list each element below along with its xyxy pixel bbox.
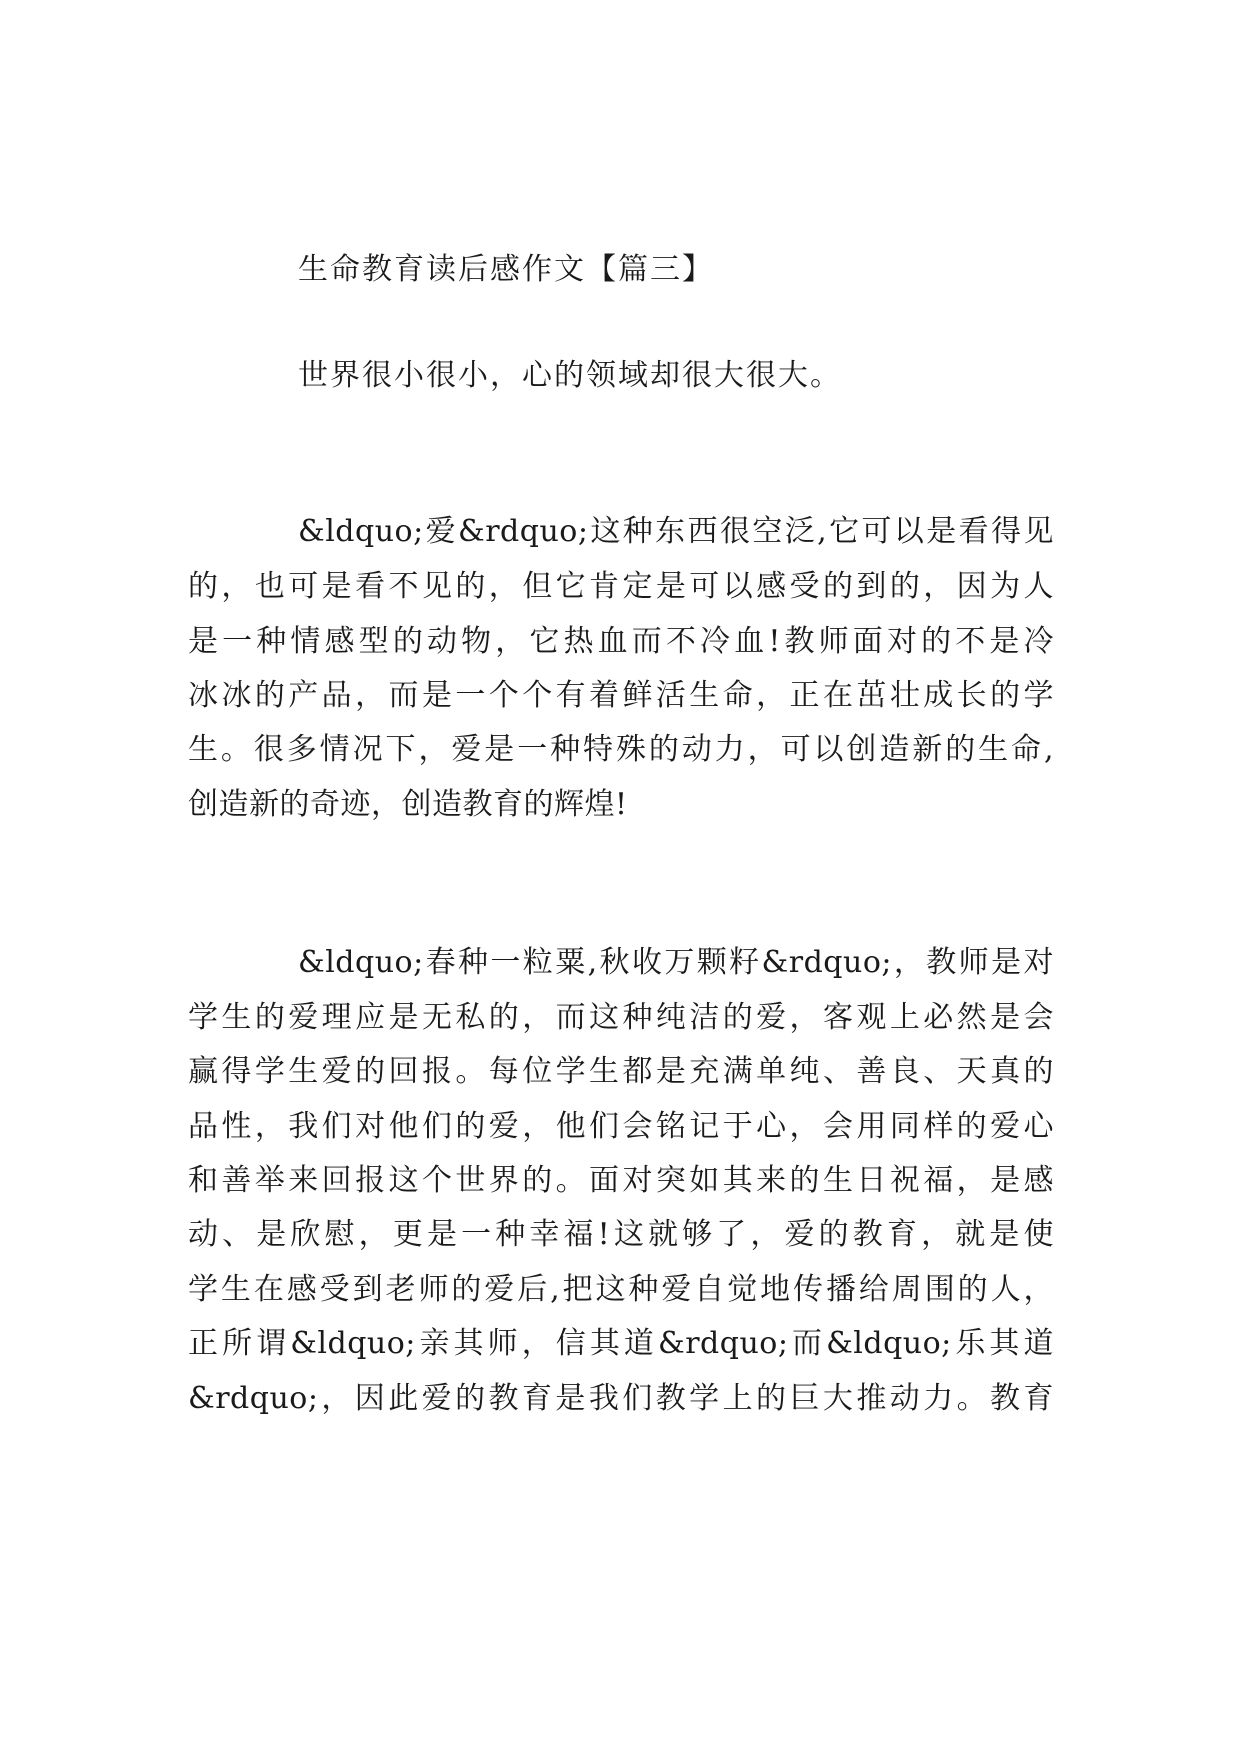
paragraph-line: 的，也可是看不见的，但它肯定是可以感受的到的，因为人 — [188, 569, 1054, 604]
paragraph-line: 正所谓&ldquo;亲其师，信其道&rdquo;而&ldquo;乐其道 — [188, 1326, 1054, 1361]
paragraph-line: 学生在感受到老师的爱后,把这种爱自觉地传播给周围的人， — [188, 1272, 1054, 1307]
paragraph-line: 学生的爱理应是无私的，而这种纯洁的爱，客观上必然是会 — [188, 1000, 1054, 1035]
paragraph-line: 创造新的奇迹，创造教育的辉煌! — [188, 787, 628, 822]
paragraph-line: 是一种情感型的动物，它热血而不冷血!教师面对的不是冷 — [188, 624, 1054, 659]
paragraph-line: 和善举来回报这个世界的。面对突如其来的生日祝福，是感 — [188, 1163, 1054, 1198]
section-heading: 生命教育读后感作文【篇三】 — [298, 252, 714, 287]
paragraph-line: &rdquo;，因此爱的教育是我们教学上的巨大推动力。教育 — [188, 1381, 1054, 1416]
paragraph-line: 赢得学生爱的回报。每位学生都是充满单纯、善良、天真的 — [188, 1054, 1054, 1089]
paragraph-line: &ldquo;春种一粒粟,秋收万颗籽&rdquo;，教师是对 — [298, 945, 1054, 980]
paragraph-line: 冰冰的产品，而是一个个有着鲜活生命，正在茁壮成长的学 — [188, 678, 1054, 713]
intro-sentence: 世界很小很小，心的领域却很大很大。 — [298, 358, 842, 393]
paragraph-line: &ldquo;爱&rdquo;这种东西很空泛,它可以是看得见 — [298, 514, 1054, 549]
paragraph-line: 动、是欣慰，更是一种幸福!这就够了，爱的教育，就是使 — [188, 1217, 1054, 1252]
paragraph-line: 生。很多情况下，爱是一种特殊的动力，可以创造新的生命, — [188, 732, 1054, 767]
paragraph-line: 品性，我们对他们的爱，他们会铭记于心，会用同样的爱心 — [188, 1109, 1054, 1144]
